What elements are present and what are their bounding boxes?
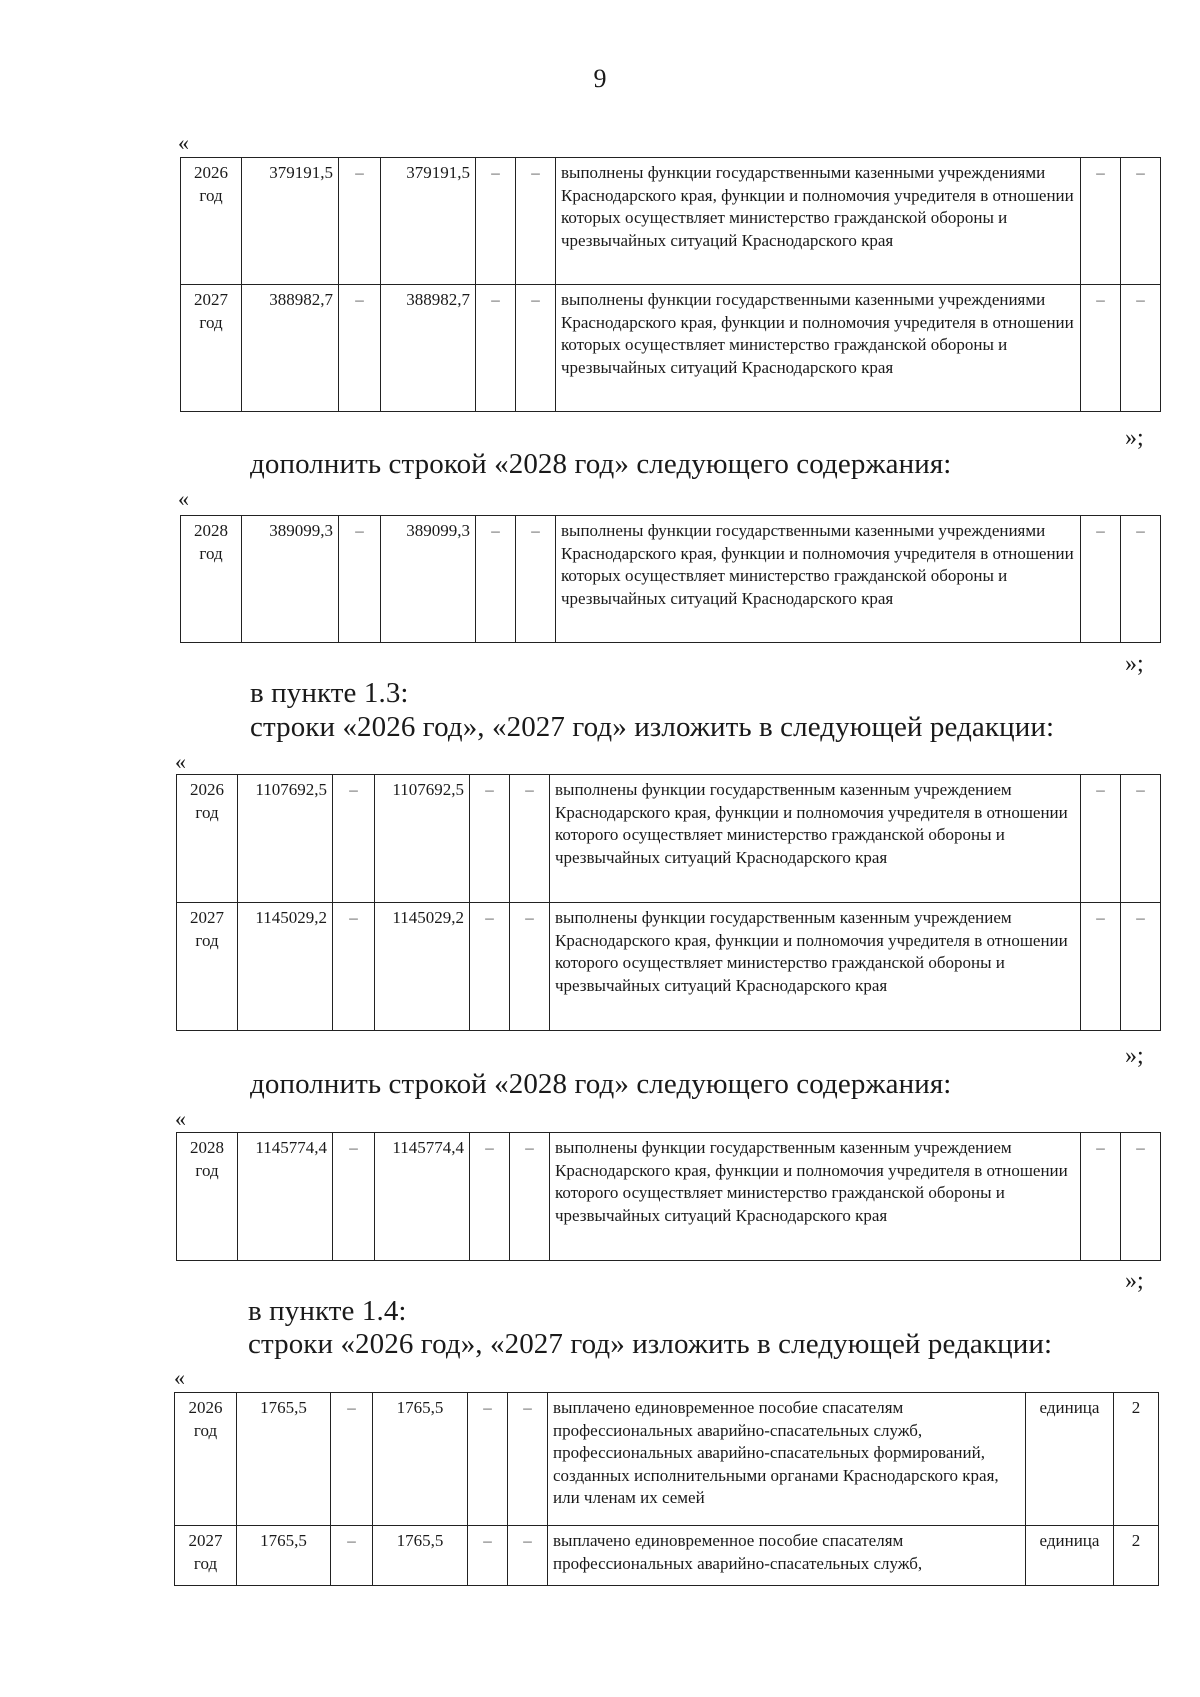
dash-cell: – <box>476 158 516 285</box>
dash-cell: – <box>333 775 375 903</box>
dash-cell: – <box>468 1526 508 1586</box>
opening-quote: « <box>178 130 189 155</box>
value-cell: – <box>1121 158 1161 285</box>
opening-quote: « <box>178 486 189 511</box>
dash-cell: – <box>339 516 381 643</box>
total-cell: 389099,3 <box>242 516 339 643</box>
instruction-text: строки «2026 год», «2027 год» изложить в следующей редакции: <box>248 1328 1053 1360</box>
total-cell: 1145774,4 <box>238 1133 333 1261</box>
year-cell: 2027 год <box>175 1526 237 1586</box>
regional-budget-cell: 388982,7 <box>381 285 476 412</box>
value-cell: 2 <box>1114 1393 1159 1526</box>
closing-quote: »; <box>1125 1043 1144 1069</box>
result-description: выполнены функции государственными казенными учреждениями Краснодарского края, функции и полномочия учредителя в отношении которых осуществляет министерство гражданской обороны и чрезвычайных ситуаций Краснодарского края <box>556 158 1081 285</box>
closing-quote: »; <box>1125 425 1144 451</box>
dash-cell: – <box>333 1133 375 1261</box>
year-cell: 2027 год <box>181 285 242 412</box>
dash-cell: – <box>468 1393 508 1526</box>
result-description: выполнены функции государственными казенными учреждениями Краснодарского края, функции и полномочия учредителя в отношении которых осуществляет министерство гражданской обороны и чрезвычайных ситуаций Краснодарского края <box>556 285 1081 412</box>
year-cell: 2026 год <box>181 158 242 285</box>
regional-budget-cell: 1145029,2 <box>375 903 470 1031</box>
unit-cell: – <box>1081 158 1121 285</box>
closing-quote: »; <box>1125 651 1144 677</box>
instruction-text: дополнить строкой «2028 год» следующего содержания: <box>250 1068 952 1100</box>
opening-quote: « <box>175 1106 186 1131</box>
year-cell: 2028 год <box>177 1133 238 1261</box>
budget-table-3 <box>176 774 1161 1031</box>
value-cell: 2 <box>1114 1526 1159 1586</box>
total-cell: 379191,5 <box>242 158 339 285</box>
table-row <box>181 158 1161 285</box>
dash-cell: – <box>339 285 381 412</box>
unit-cell: – <box>1081 903 1121 1031</box>
budget-table-4 <box>176 1132 1161 1261</box>
regional-budget-cell: 1765,5 <box>373 1526 468 1586</box>
result-description: выплачено единовременное пособие спасателям профессиональных аварийно-спасательных служб, профессиональных аварийно-спасательных формирований, созданных исполнительными органами Краснодарского края, или членам их семей <box>548 1393 1026 1526</box>
unit-cell: единица <box>1026 1393 1114 1526</box>
dash-cell: – <box>339 158 381 285</box>
table-row <box>181 516 1161 643</box>
regional-budget-cell: 1145774,4 <box>375 1133 470 1261</box>
result-description: выполнены функции государственным казенным учреждением Краснодарского края, функции и полномочия учредителя в отношении которого осуществляет министерство гражданской обороны и чрезвычайных ситуаций Краснодарского края <box>550 903 1081 1031</box>
unit-cell: – <box>1081 285 1121 412</box>
dash-cell: – <box>510 903 550 1031</box>
unit-cell: – <box>1081 516 1121 643</box>
dash-cell: – <box>516 285 556 412</box>
year-cell: 2026 год <box>175 1393 237 1526</box>
regional-budget-cell: 389099,3 <box>381 516 476 643</box>
value-cell: – <box>1121 285 1161 412</box>
opening-quote: « <box>174 1365 185 1390</box>
unit-cell: – <box>1081 1133 1121 1261</box>
unit-cell: единица <box>1026 1526 1114 1586</box>
opening-quote: « <box>175 749 186 774</box>
instruction-text: дополнить строкой «2028 год» следующего содержания: <box>250 448 952 480</box>
page-number: 9 <box>593 64 607 93</box>
dash-cell: – <box>331 1393 373 1526</box>
table-row <box>177 775 1161 903</box>
table-row <box>181 285 1161 412</box>
budget-table-1 <box>180 157 1161 412</box>
table-row <box>175 1393 1159 1526</box>
table-row <box>177 1133 1161 1261</box>
budget-table-2 <box>180 515 1161 643</box>
year-cell: 2027 год <box>177 903 238 1031</box>
dash-cell: – <box>508 1393 548 1526</box>
total-cell: 1145029,2 <box>238 903 333 1031</box>
year-cell: 2026 год <box>177 775 238 903</box>
table-row <box>175 1526 1159 1586</box>
total-cell: 388982,7 <box>242 285 339 412</box>
unit-cell: – <box>1081 775 1121 903</box>
instruction-text: строки «2026 год», «2027 год» изложить в следующей редакции: <box>250 711 1055 743</box>
dash-cell: – <box>470 775 510 903</box>
value-cell: – <box>1121 1133 1161 1261</box>
dash-cell: – <box>331 1526 373 1586</box>
dash-cell: – <box>516 516 556 643</box>
closing-quote: »; <box>1125 1268 1144 1294</box>
instruction-text: в пункте 1.3: <box>250 677 409 709</box>
result-description: выполнены функции государственными казенными учреждениями Краснодарского края, функции и полномочия учредителя в отношении которых осуществляет министерство гражданской обороны и чрезвычайных ситуаций Краснодарского края <box>556 516 1081 643</box>
result-description: выполнены функции государственным казенным учреждением Краснодарского края, функции и полномочия учредителя в отношении которого осуществляет министерство гражданской обороны и чрезвычайных ситуаций Краснодарского края <box>550 1133 1081 1261</box>
dash-cell: – <box>470 1133 510 1261</box>
dash-cell: – <box>476 516 516 643</box>
dash-cell: – <box>510 775 550 903</box>
year-cell: 2028 год <box>181 516 242 643</box>
instruction-text: в пункте 1.4: <box>248 1295 407 1327</box>
regional-budget-cell: 379191,5 <box>381 158 476 285</box>
value-cell: – <box>1121 903 1161 1031</box>
total-cell: 1107692,5 <box>238 775 333 903</box>
dash-cell: – <box>333 903 375 1031</box>
total-cell: 1765,5 <box>237 1526 331 1586</box>
dash-cell: – <box>476 285 516 412</box>
dash-cell: – <box>510 1133 550 1261</box>
regional-budget-cell: 1107692,5 <box>375 775 470 903</box>
dash-cell: – <box>508 1526 548 1586</box>
result-description: выполнены функции государственным казенным учреждением Краснодарского края, функции и полномочия учредителя в отношении которого осуществляет министерство гражданской обороны и чрезвычайных ситуаций Краснодарского края <box>550 775 1081 903</box>
dash-cell: – <box>470 903 510 1031</box>
budget-table-5 <box>174 1392 1159 1586</box>
dash-cell: – <box>516 158 556 285</box>
value-cell: – <box>1121 516 1161 643</box>
value-cell: – <box>1121 775 1161 903</box>
regional-budget-cell: 1765,5 <box>373 1393 468 1526</box>
table-row <box>177 903 1161 1031</box>
result-description: выплачено единовременное пособие спасателям профессиональных аварийно-спасательных служб, <box>548 1526 1026 1586</box>
total-cell: 1765,5 <box>237 1393 331 1526</box>
